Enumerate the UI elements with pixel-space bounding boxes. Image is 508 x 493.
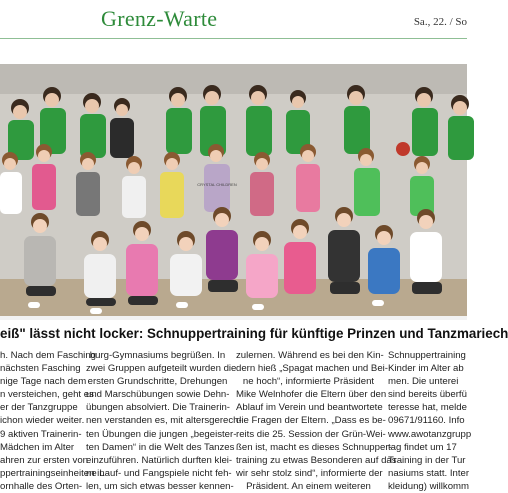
text-line: 9 aktiven Trainerin- <box>0 428 82 440</box>
text-line: nasiums statt. Inter <box>388 467 470 479</box>
text-line: tag findet um 17 <box>388 441 457 453</box>
text-line: Präsident. An einem weiteren <box>246 480 371 492</box>
text-line: nige Tage nach dem <box>0 376 87 388</box>
text-line: dern hieß „Spagat machen und Bei- <box>236 363 388 375</box>
text-line: die Fragen der Eltern. „Dass es be- <box>236 415 386 427</box>
article-body <box>0 349 472 492</box>
group-photo <box>0 64 467 320</box>
text-line: Kinder im Alter ab <box>388 363 464 375</box>
text-line: Training in der Tur <box>388 454 466 466</box>
text-line: ppertrainingseinheiten in <box>0 467 105 479</box>
group-photo-illustration <box>0 64 467 320</box>
text-line: ne Lauf- und Fangspiele nicht feh- <box>86 467 232 479</box>
issue-date: Sa., 22. / So <box>413 16 467 28</box>
text-line: ersten Grundschritte, Drehungen <box>87 376 228 388</box>
article-column-1 <box>0 349 105 493</box>
text-line: ne hoch“, informierte Präsident <box>242 376 375 388</box>
text-line: nächsten Fasching <box>0 363 81 375</box>
text-line: Mike Welnhofer die Eltern über den <box>236 389 387 401</box>
text-line: ßen ist, macht es dieses Schnupper- <box>236 441 392 453</box>
text-line: len, um sich etwas besser kennen- <box>86 480 234 492</box>
newspaper-header <box>0 0 467 40</box>
text-line: Mädchen im Alter <box>0 441 75 453</box>
text-line: Ablauf im Verein und beantwortete <box>236 402 383 414</box>
text-line: reits die 25. Session der Grün-Wei- <box>236 428 386 440</box>
text-line: teresse hat, melde <box>388 402 467 414</box>
article-column-3 <box>236 349 397 493</box>
text-line: ahren zur ersten von <box>0 454 88 466</box>
text-line: training zu etwas Besonderen auf das <box>236 454 397 466</box>
newspaper-masthead: Grenz-Warte <box>101 6 218 31</box>
text-line: und Marschübungen sowie Dehn- <box>86 389 230 401</box>
text-line: 09671/91160. Info <box>388 415 465 427</box>
text-line: ichon wieder weiter. <box>0 415 85 427</box>
article-headline: eiß" lässt nicht locker: Schnuppertraining für künftige Prinzen und Tanzmariech <box>0 326 508 341</box>
header-rule <box>0 38 467 39</box>
text-line: ten Damen“ in die Welt des Tanzes <box>86 441 235 453</box>
text-line: kleidung) willkomm <box>388 480 470 492</box>
text-line: ten Übungen die jungen „begeister- <box>86 428 237 440</box>
text-line: nen verstanden es, mit altersgerech- <box>86 415 242 427</box>
text-line: Schnuppertraining <box>388 350 466 361</box>
text-line: übungen absolviert. Die Trainerin- <box>86 402 230 414</box>
shirt-print: CRYSTAL CHILDREN <box>197 182 237 187</box>
text-line: www.awotanzgrupp <box>388 428 472 440</box>
text-line: men. Die unterei <box>388 376 459 388</box>
text-line: zwei Gruppen aufgeteilt wurden die <box>86 363 237 375</box>
text-line: ornhalle des Orten- <box>0 480 83 492</box>
text-line: wir sehr stolz sind“, informierte der <box>236 467 383 479</box>
text-line: sind bereits überfü <box>388 389 467 401</box>
text-line: burg-Gymnasiums begrüßen. In <box>89 350 226 361</box>
text-line: zulernen. Während es bei den Kin- <box>236 350 384 361</box>
text-line: er der Tanzgruppe <box>0 402 78 414</box>
text-line: n versteichen, geht es <box>0 389 94 401</box>
article-column-4 <box>388 349 472 493</box>
text-line: einzuführen. Natürlich durften klei- <box>86 454 233 466</box>
article-column-2 <box>86 349 242 493</box>
text-line: h. Nach dem Fasching <box>0 350 96 361</box>
